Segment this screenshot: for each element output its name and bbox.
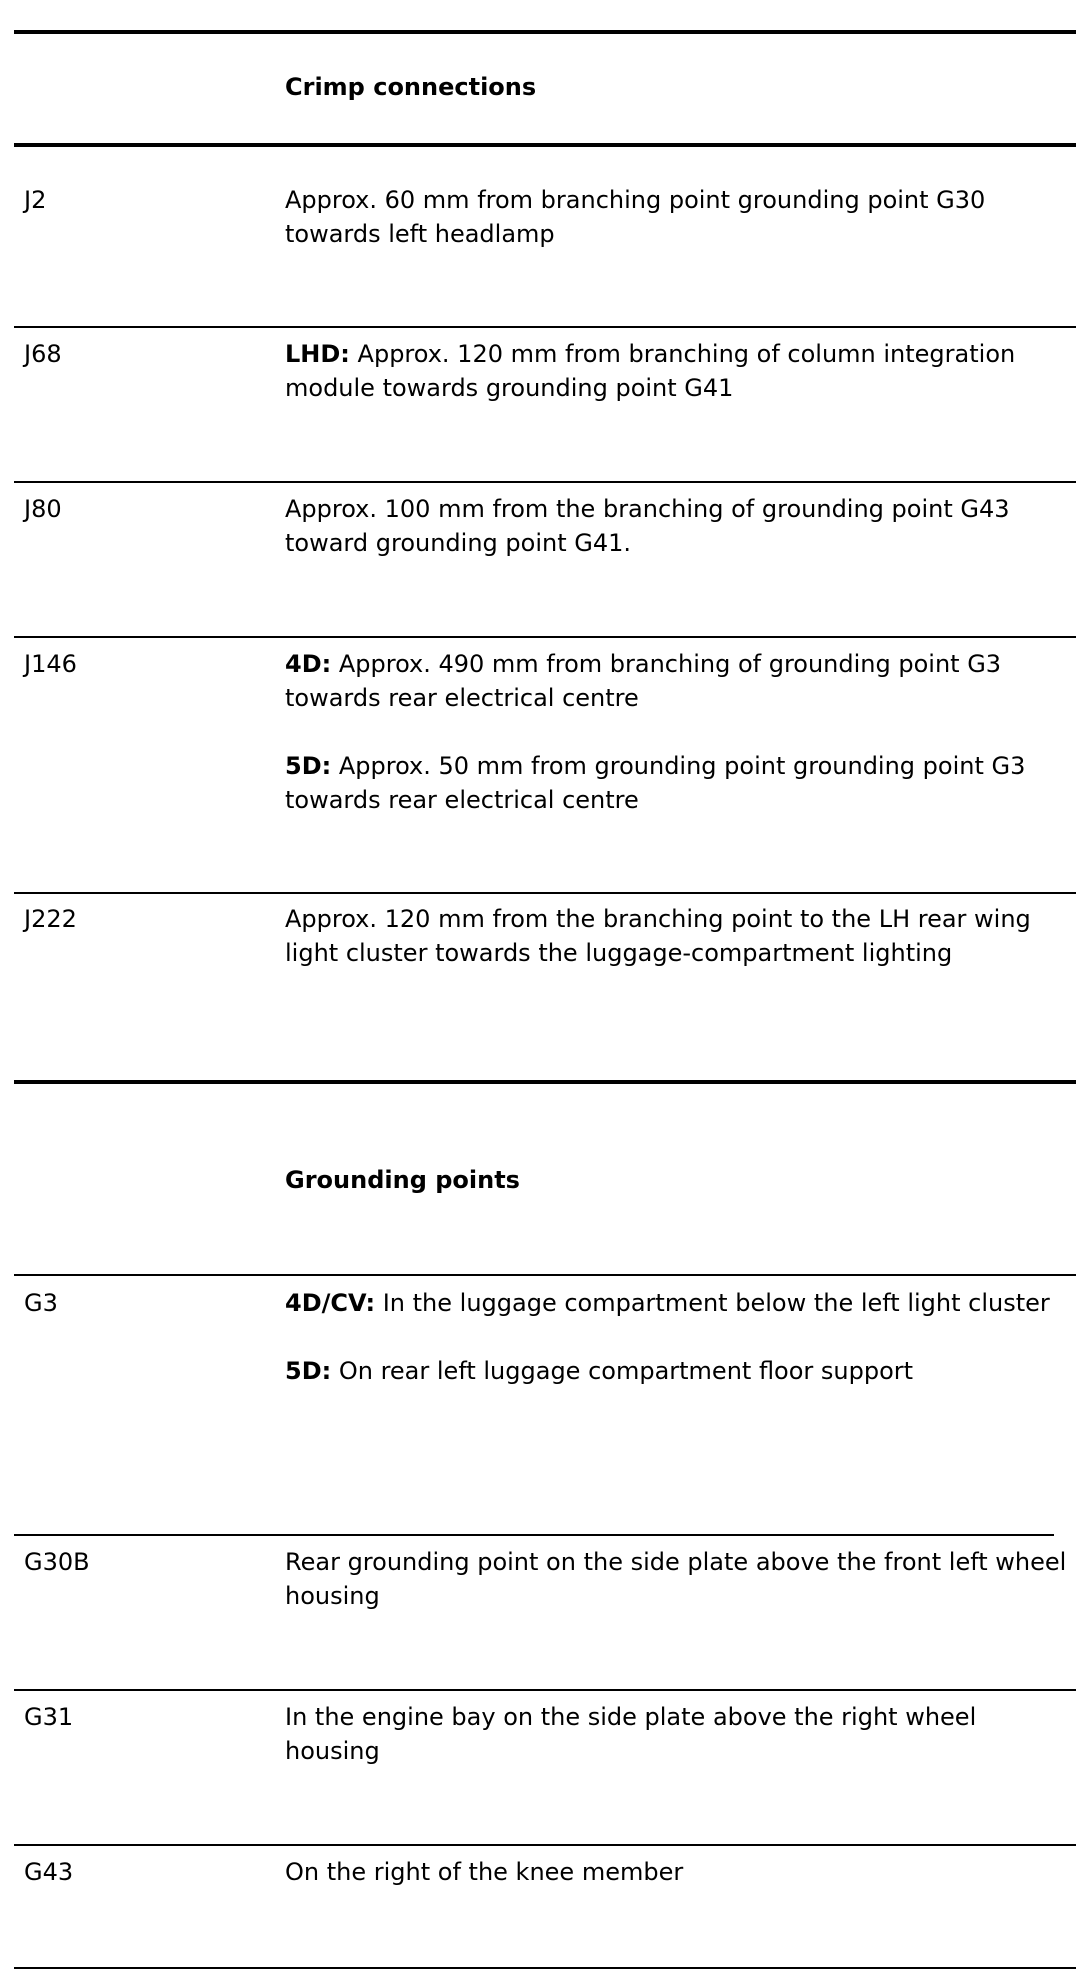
row-code: G30B	[24, 1548, 90, 1576]
row-description	[285, 647, 1075, 817]
description-paragraph: Approx. 120 mm from the branching point to the LH rear wing light cluster towards the luggage-compartment lighting	[285, 905, 1031, 967]
row-code: J222	[24, 905, 77, 933]
description-paragraph: Approx. 60 mm from branching point grounding point G30 towards left headlamp	[285, 186, 986, 248]
row-code: G3	[24, 1289, 58, 1317]
description-paragraph: Approx. 100 mm from the branching of grounding point G43 toward grounding point G41.	[285, 495, 1010, 557]
row-description	[285, 337, 1075, 405]
description-paragraph: 4D: Approx. 490 mm from branching of grounding point G3 towards rear electrical centre	[285, 650, 1002, 712]
description-paragraph: 5D: Approx. 50 mm from grounding point grounding point G3 towards rear electrical centre	[285, 752, 1026, 814]
row-code: G31	[24, 1703, 74, 1731]
row-code: J146	[24, 650, 77, 678]
section-header-rule	[14, 1274, 1076, 1276]
row-divider	[14, 1689, 1076, 1691]
section-end-rule	[14, 1080, 1076, 1084]
row-code: J2	[24, 186, 47, 214]
row-code: J80	[24, 495, 62, 523]
row-divider	[14, 636, 1076, 638]
section-title-grounding-points: Grounding points	[285, 1166, 520, 1194]
section-title-crimp-connections: Crimp connections	[285, 73, 537, 101]
description-paragraph: LHD: Approx. 120 mm from branching of column integration module towards grounding point G41	[285, 340, 1016, 402]
row-divider	[14, 1534, 1054, 1536]
description-paragraph: In the engine bay on the side plate above the right wheel housing	[285, 1703, 977, 1765]
top-rule	[14, 30, 1076, 34]
bottom-rule	[14, 1967, 1076, 1969]
description-paragraph: On the right of the knee member	[285, 1858, 684, 1886]
row-divider	[14, 892, 1076, 894]
section-header-rule	[14, 143, 1076, 147]
row-code: G43	[24, 1858, 74, 1886]
description-paragraph: 5D: On rear left luggage compartment floor support	[285, 1357, 914, 1385]
row-divider	[14, 326, 1076, 328]
description-paragraph: 4D/CV: In the luggage compartment below the left light cluster	[285, 1289, 1050, 1317]
row-description	[285, 183, 1075, 251]
row-description	[285, 492, 1075, 560]
row-divider	[14, 481, 1076, 483]
row-description	[285, 1700, 1075, 1768]
row-description	[285, 1545, 1075, 1613]
row-description	[285, 1855, 1075, 1889]
row-description	[285, 902, 1075, 970]
row-divider	[14, 1844, 1076, 1846]
row-code: J68	[24, 340, 62, 368]
row-description	[285, 1286, 1075, 1388]
description-paragraph: Rear grounding point on the side plate above the front left wheel housing	[285, 1548, 1067, 1610]
